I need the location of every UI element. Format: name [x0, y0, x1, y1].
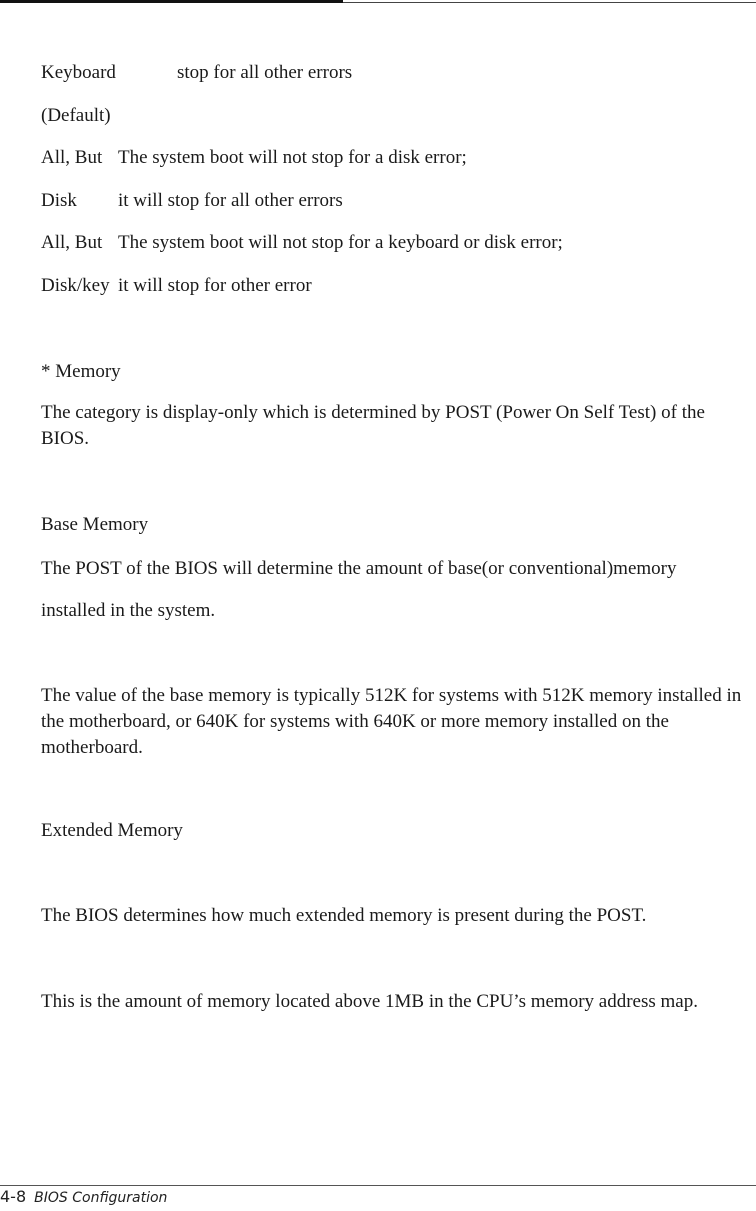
option-description: The system boot will not stop for a keyboard or disk error; — [118, 232, 563, 253]
option-all-but-disk-row-1 — [41, 146, 467, 170]
option-description: stop for all other errors — [177, 62, 353, 83]
default-note: (Default) — [41, 105, 111, 126]
option-all-but-disk-row-2 — [41, 189, 343, 213]
footer-rule — [0, 1185, 756, 1186]
extended-memory-para-1: The BIOS determines how much extended memory is present during the POST. — [41, 905, 647, 926]
option-term: Disk/key — [41, 275, 110, 296]
option-all-but-diskkey-row-2 — [41, 274, 312, 298]
extended-memory-para-2: This is the amount of memory located above 1MB in the CPU’s memory address map. — [41, 991, 698, 1012]
memory-intro: The category is display-only which is determined by POST (Power On Self Test) of the BIOS. — [41, 402, 705, 449]
page-footer — [0, 1187, 167, 1211]
option-term: Keyboard — [41, 62, 116, 83]
header-rule-thick — [0, 0, 343, 3]
option-keyboard-row — [41, 61, 352, 85]
memory-heading: * Memory — [41, 361, 121, 382]
header-rule-thin — [343, 2, 756, 3]
option-term: All, But — [41, 232, 103, 253]
base-memory-heading: Base Memory — [41, 514, 149, 535]
extended-memory-heading: Extended Memory — [41, 820, 183, 841]
base-memory-line-1: The POST of the BIOS will determine the amount of base(or conventional)memory — [41, 558, 677, 579]
section-title: BIOS Configuration — [34, 1190, 168, 1206]
option-term: Disk — [41, 190, 77, 211]
option-description: it will stop for all other errors — [118, 190, 343, 211]
option-description: The system boot will not stop for a disk error; — [118, 147, 467, 168]
base-memory-line-2: installed in the system. — [41, 600, 216, 621]
option-term: All, But — [41, 147, 103, 168]
base-memory-detail: The value of the base memory is typically 512K for systems with 512K memory installed in the motherboard, or 640K for systems with 640K or more memory installed on the motherboard. — [41, 685, 742, 758]
option-description: it will stop for other error — [118, 275, 312, 296]
page-number: 4-8 — [0, 1187, 27, 1206]
option-all-but-diskkey-row-1 — [41, 231, 563, 255]
